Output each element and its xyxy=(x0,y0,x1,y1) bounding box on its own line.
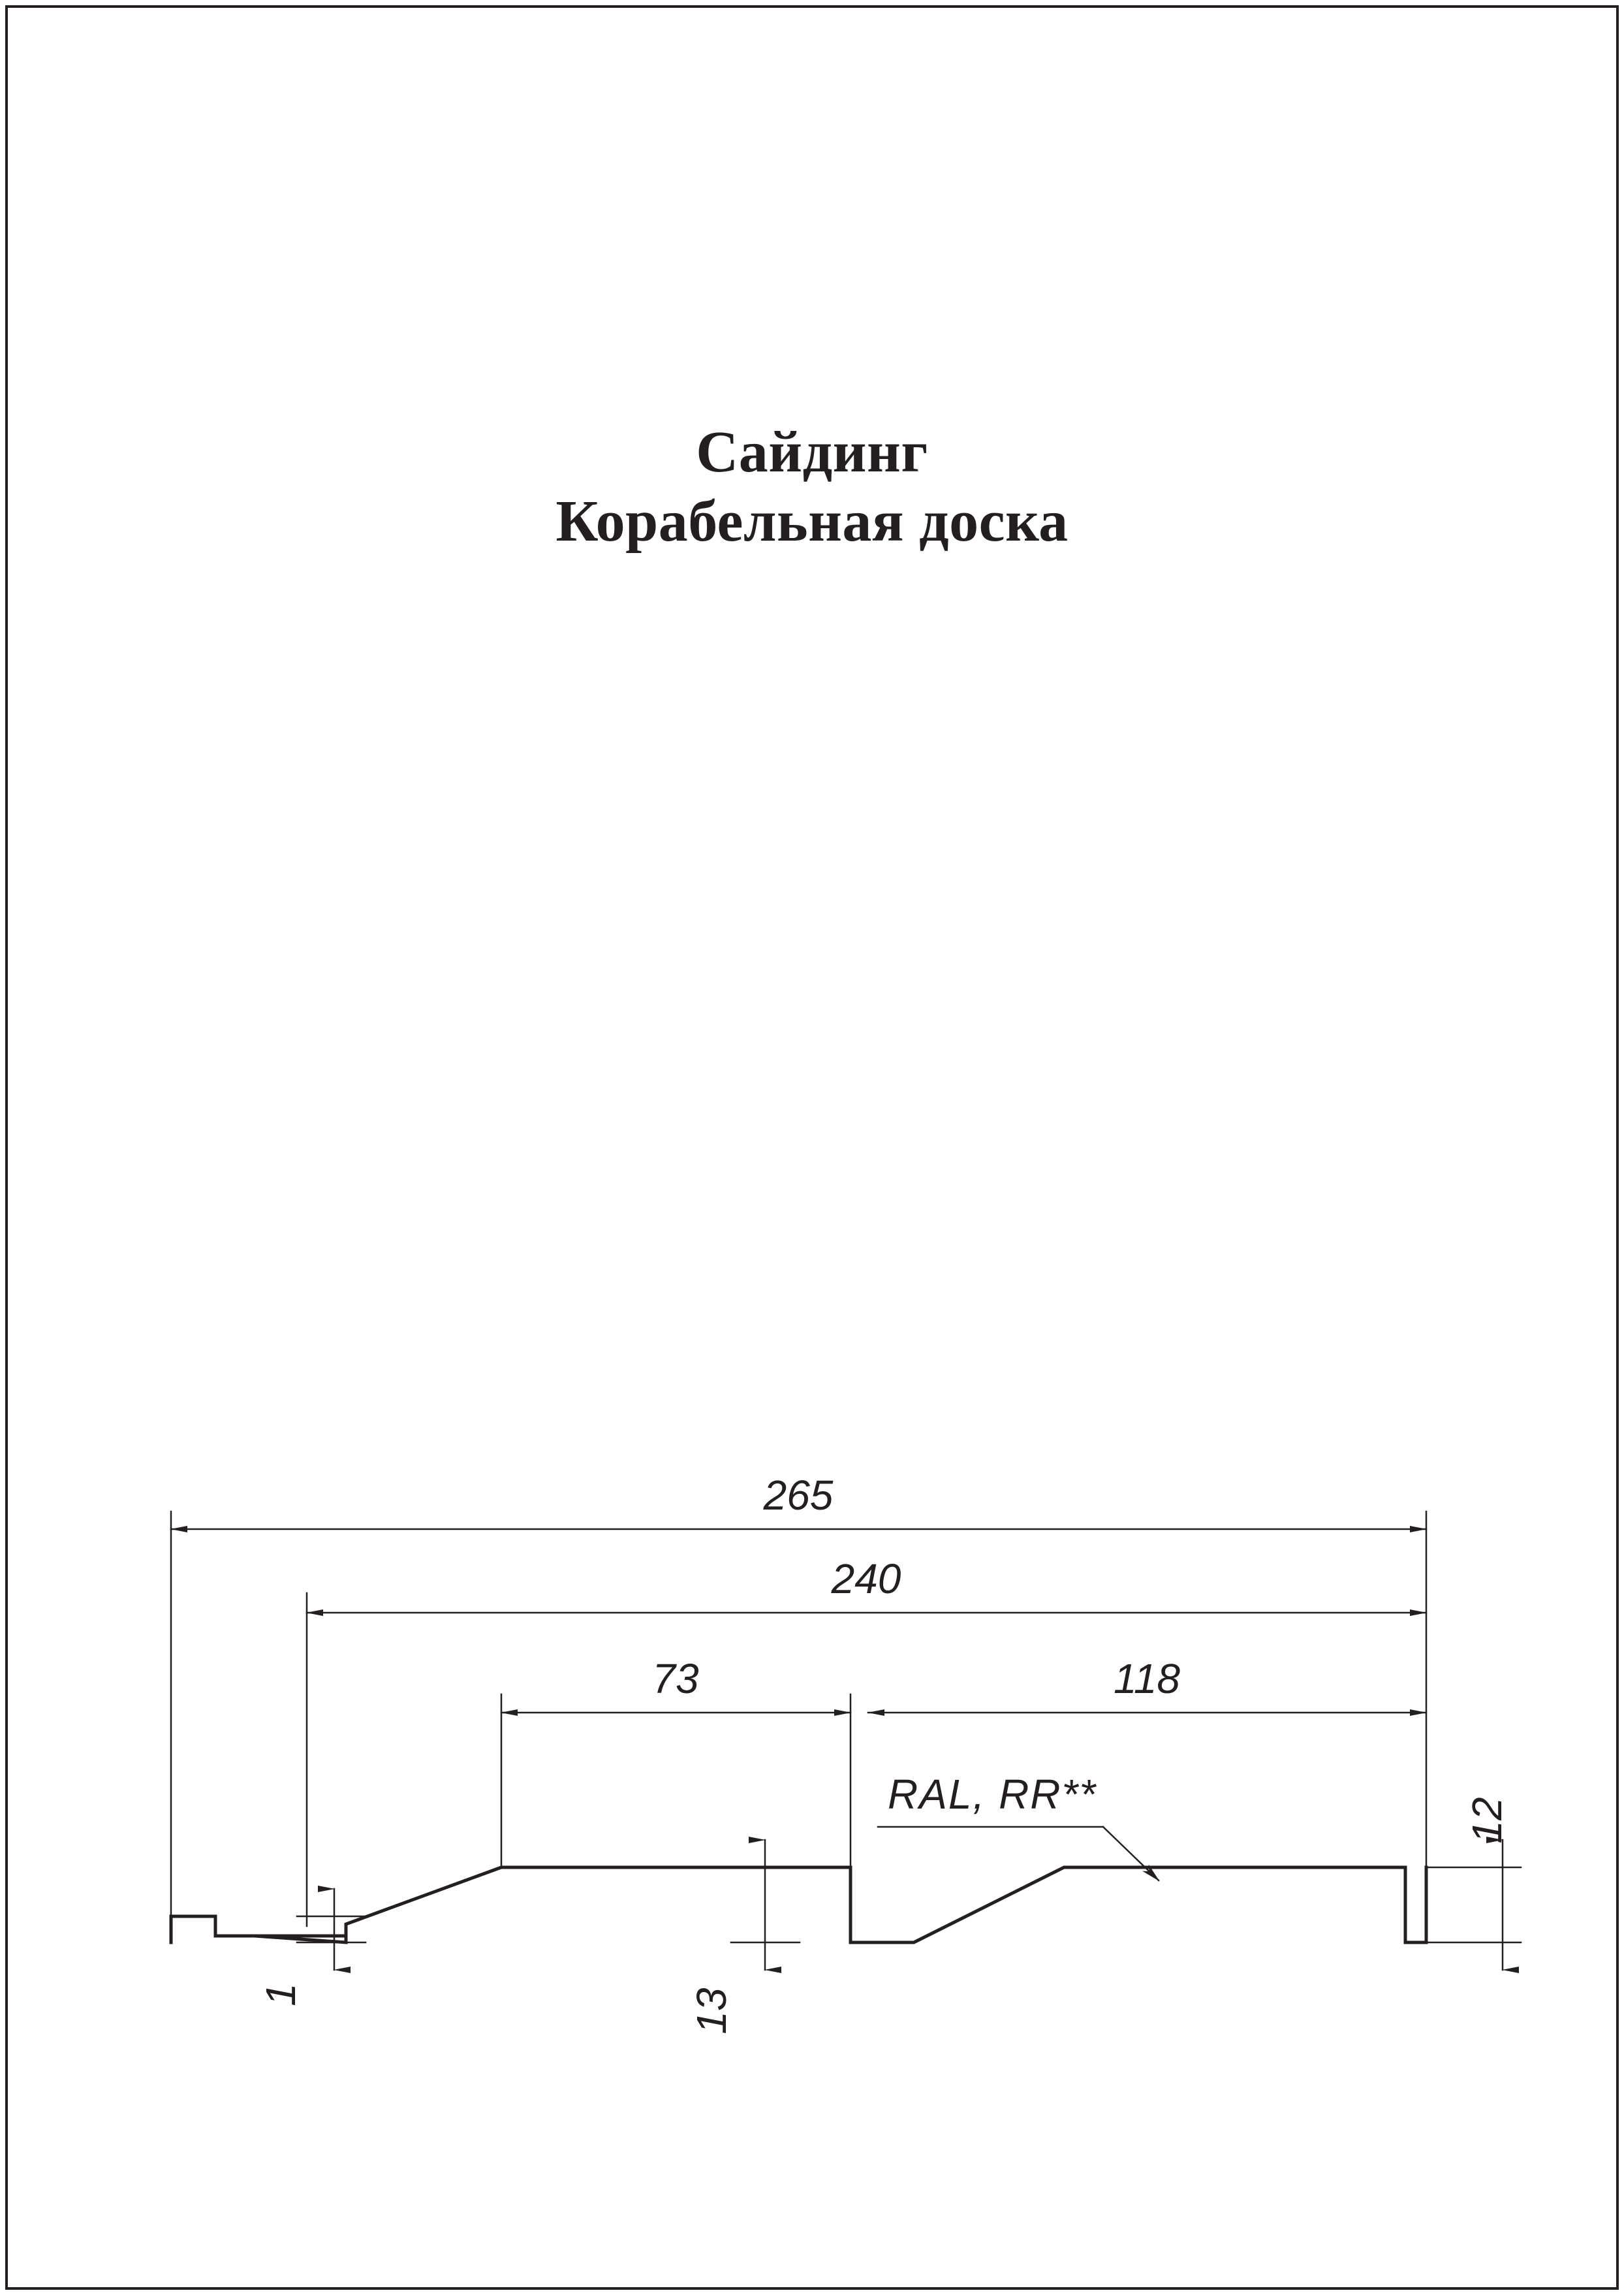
page-title-line-2: Корабельная доска xyxy=(555,489,1069,554)
dimension-label-73: 73 xyxy=(652,1655,699,1702)
page-title-line-1: Сайдинг xyxy=(696,420,928,484)
dimension-label-1: 1 xyxy=(257,1983,304,2006)
dimension-label-12: 12 xyxy=(1463,1797,1510,1844)
dimension-label-13: 13 xyxy=(688,1987,735,2034)
technical-drawing xyxy=(0,699,1624,2034)
dimension-label-240: 240 xyxy=(831,1555,901,1602)
dimension-label-265: 265 xyxy=(763,1472,834,1519)
title-block xyxy=(0,418,1624,556)
dimension-label-118: 118 xyxy=(1113,1655,1181,1702)
coating-callout-label: RAL, RR** xyxy=(888,1771,1097,1818)
